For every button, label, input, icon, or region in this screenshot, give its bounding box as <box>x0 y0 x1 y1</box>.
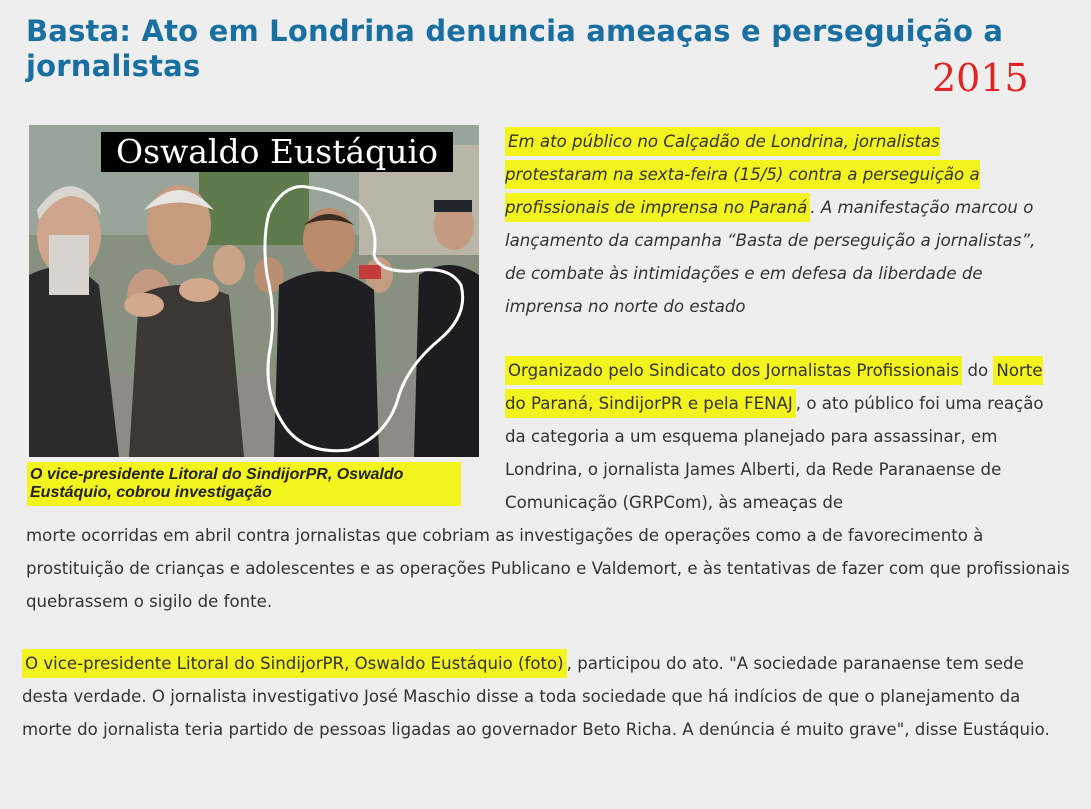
quote-text: , participou do ato. "A sociedade paranaense tem sede desta verdade. O jornalista investigativo José Maschio disse a toda sociedade que há indícios de que o planejamento da morte do jornalista teria partido de pessoas ligadas ao governador Beto Richa. A denúncia é muito grave", disse Eustáquio. <box>22 654 1050 739</box>
protest-photo-illustration <box>29 125 479 457</box>
year-stamp: 2015 <box>932 56 1029 100</box>
organizers-text-a: do <box>962 361 994 380</box>
organizers-text-b: , o ato público foi uma reação da categoria a um esquema planejado para assassinar, em Londrina, o jornalista James Alberti, da Rede Paranaense de Comunicação (GRPCom), às ameaças de <box>505 394 1044 512</box>
photo-name-label: Oswaldo Eustáquio <box>101 132 453 172</box>
paragraph-organizers <box>505 354 1045 519</box>
paragraph-organizers-continued: morte ocorridas em abril contra jornalistas que cobriam as investigações de operações como a de favorecimento à prostituição de crianças e adolescentes e as operações Publicano e Valdemort, e às tentativas de fazer com que profissionais quebrassem o sigilo de fonte. <box>26 526 1070 611</box>
lede-text: . A manifestação marcou o lançamento da campanha “Basta de perseguição a jornalistas”, de combate às intimidações e em defesa da liberdade de imprensa no norte do estado <box>505 198 1036 316</box>
photo-caption: O vice-presidente Litoral do SindijorPR, Oswaldo Eustáquio, cobrou investigação <box>27 462 461 506</box>
lede-highlight: Em ato público no Calçadão de Londrina, jornalistas protestaram na sexta-feira (15/5) contra a perseguição a profissionais de imprensa no Paraná <box>505 127 980 222</box>
lede-paragraph <box>505 125 1045 323</box>
article-photo <box>29 125 479 457</box>
organizers-highlight-b: Norte do Paraná, SindijorPR e pela FENAJ <box>505 356 1043 418</box>
paragraph-quote <box>22 647 1072 746</box>
article-title: Basta: Ato em Londrina denuncia ameaças e perseguição a jornalistas <box>26 14 1004 83</box>
quote-highlight: O vice-presidente Litoral do SindijorPR, Oswaldo Eustáquio (foto) <box>22 649 567 678</box>
organizers-highlight-a: Organizado pelo Sindicato dos Jornalistas Profissionais <box>505 356 962 385</box>
